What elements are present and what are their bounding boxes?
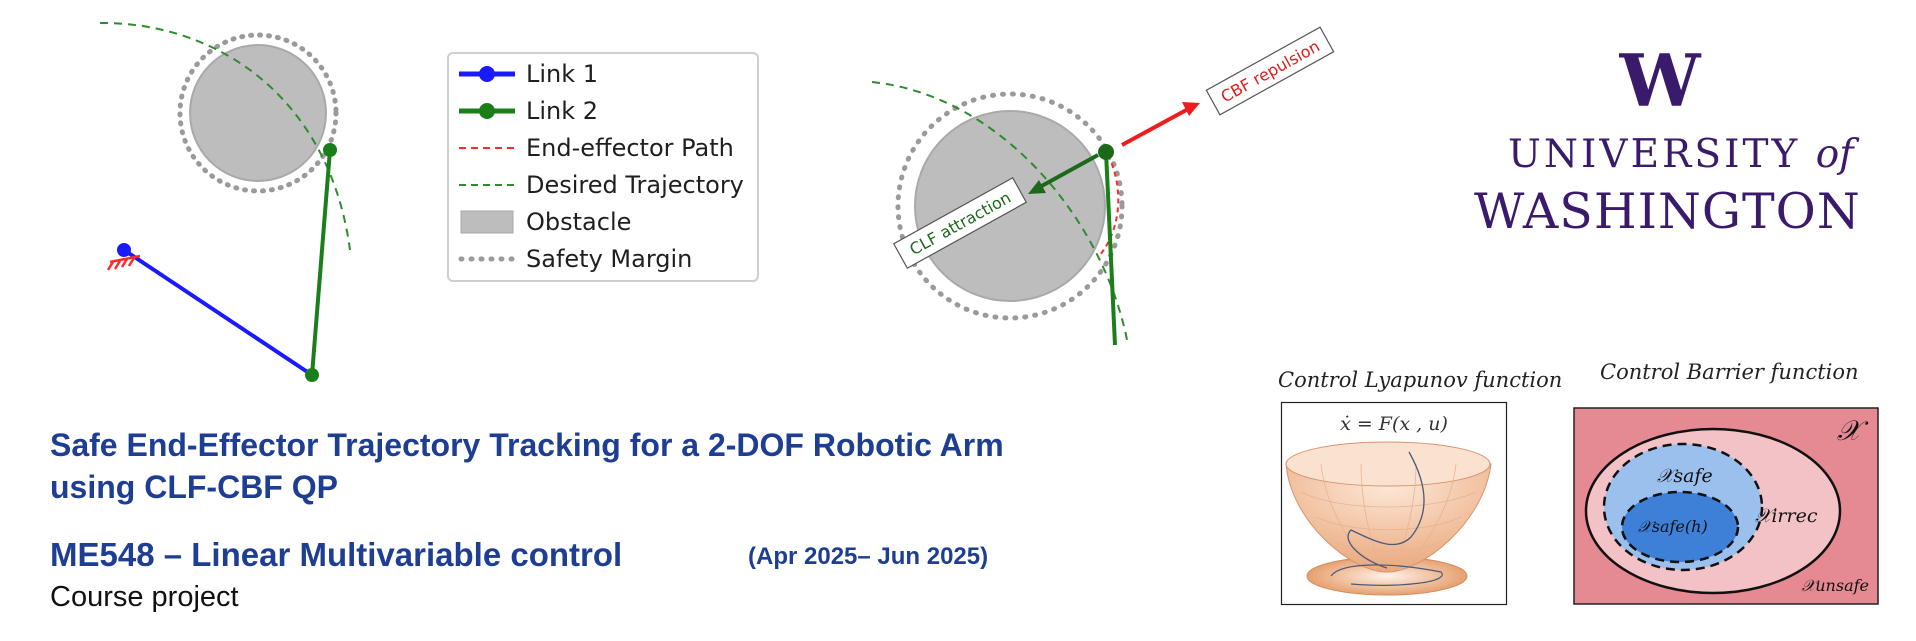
uw-line2 bbox=[1474, 183, 1861, 240]
cbf-label-irrec: 𝒳irrec bbox=[1755, 505, 1818, 527]
cbf-repulsion-label bbox=[1206, 27, 1333, 115]
project-subtitle: Course project bbox=[50, 581, 239, 613]
cbf-label-x: 𝒳 bbox=[1836, 414, 1861, 447]
cbf-label-unsafe: 𝒳unsafe bbox=[1801, 576, 1869, 595]
link2-segment bbox=[1106, 152, 1115, 345]
svg-text:W: W bbox=[1619, 38, 1701, 123]
legend-label: Safety Margin bbox=[526, 245, 693, 273]
cbf-caption: Control Barrier function bbox=[1600, 360, 1859, 384]
legend-label: Link 1 bbox=[526, 60, 599, 88]
cbf-arrow bbox=[1122, 108, 1190, 145]
clf-equation: ẋ = F(x , u) bbox=[1340, 413, 1448, 435]
cbf-label-safe-h: 𝒳safe(h) bbox=[1638, 517, 1708, 536]
legend-label: Desired Trajectory bbox=[526, 171, 744, 199]
course-name: ME548 – Linear Multivariable control bbox=[50, 536, 623, 573]
uw-of-text: of bbox=[1815, 132, 1854, 177]
project-dates: (Apr 2025– Jun 2025) bbox=[748, 543, 989, 570]
cbf-label-safe: 𝒳safe bbox=[1657, 465, 1713, 487]
clf-bowl-rim bbox=[1286, 442, 1490, 486]
end-effector-joint bbox=[1098, 144, 1114, 160]
legend-label: Link 2 bbox=[526, 97, 599, 125]
clf-illustration bbox=[1281, 402, 1508, 606]
clf-caption: Control Lyapunov function bbox=[1278, 368, 1563, 392]
svg-text:CLF attraction: CLF attraction bbox=[906, 187, 1015, 260]
svg-text:CBF repulsion: CBF repulsion bbox=[1217, 36, 1323, 107]
legend-label: End-effector Path bbox=[526, 134, 734, 162]
project-title: Safe End-Effector Trajectory Tracking for a 2-DOF Robotic Arm using CLF-CBF QP bbox=[50, 427, 1004, 505]
uw-w-logo-icon bbox=[1615, 38, 1705, 123]
uw-university-text: UNIVERSITY bbox=[1508, 132, 1801, 177]
legend-label: Obstacle bbox=[526, 208, 632, 236]
uw-washington-text: WASHINGTON bbox=[1474, 183, 1861, 240]
cbf-illustration bbox=[1573, 407, 1879, 605]
uw-line1 bbox=[1508, 132, 1854, 177]
